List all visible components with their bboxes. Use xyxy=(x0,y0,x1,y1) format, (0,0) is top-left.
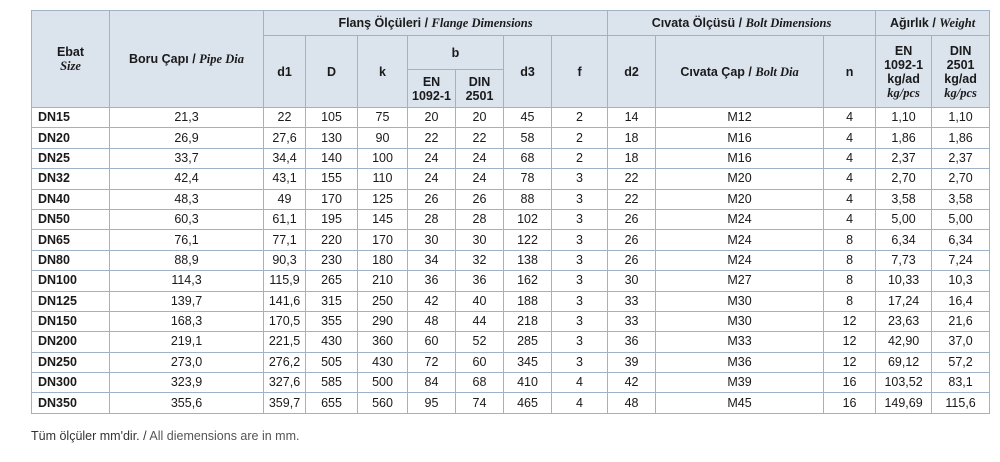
table-row xyxy=(32,209,990,229)
cell-pipe-dia: 42,4 xyxy=(110,169,264,189)
cell-d2: 36 xyxy=(608,332,656,352)
footnote xyxy=(31,429,299,443)
cell-b-en: 20 xyxy=(408,108,456,128)
cell-k: 500 xyxy=(358,373,408,393)
cell-b-en: 26 xyxy=(408,189,456,209)
cell-D: 195 xyxy=(306,209,358,229)
table-row xyxy=(32,108,990,128)
b-en-line1: EN xyxy=(422,74,441,89)
cell-b-din: 22 xyxy=(456,128,504,148)
cell-D: 265 xyxy=(306,271,358,291)
f-header: f xyxy=(552,36,608,108)
cell-bolt-dia: M16 xyxy=(656,148,824,168)
d1-header: d1 xyxy=(264,36,306,108)
bolt-dia-header xyxy=(656,36,824,108)
cell-k: 560 xyxy=(358,393,408,413)
cell-d2: 18 xyxy=(608,148,656,168)
cell-size: DN200 xyxy=(32,332,110,352)
cell-n: 8 xyxy=(824,230,876,250)
bolt-dia-header-tr: Cıvata Çap / xyxy=(680,64,752,79)
cell-pipe-dia: 76,1 xyxy=(110,230,264,250)
cell-weight-en: 2,70 xyxy=(876,169,932,189)
table-row xyxy=(32,393,990,413)
cell-bolt-dia: M39 xyxy=(656,373,824,393)
cell-b-din: 24 xyxy=(456,169,504,189)
cell-weight-en: 23,63 xyxy=(876,311,932,331)
bolt-header-tr: Cıvata Ölçüsü / xyxy=(651,16,743,30)
weight-din-header xyxy=(932,36,990,108)
cell-f: 3 xyxy=(552,230,608,250)
cell-d2: 26 xyxy=(608,230,656,250)
cell-b-din: 28 xyxy=(456,209,504,229)
cell-d3: 345 xyxy=(504,352,552,372)
cell-D: 105 xyxy=(306,108,358,128)
cell-d2: 39 xyxy=(608,352,656,372)
b-din-line1: DIN xyxy=(468,74,491,89)
cell-b-din: 30 xyxy=(456,230,504,250)
cell-n: 16 xyxy=(824,373,876,393)
cell-size: DN25 xyxy=(32,148,110,168)
cell-d2: 42 xyxy=(608,373,656,393)
table-row xyxy=(32,148,990,168)
cell-n: 4 xyxy=(824,209,876,229)
cell-D: 170 xyxy=(306,189,358,209)
cell-bolt-dia: M20 xyxy=(656,169,824,189)
cell-weight-din: 6,34 xyxy=(932,230,990,250)
cell-b-en: 84 xyxy=(408,373,456,393)
cell-D: 315 xyxy=(306,291,358,311)
table-row xyxy=(32,271,990,291)
n-header: n xyxy=(824,36,876,108)
weight-din-unit-en: kg/pcs xyxy=(944,85,977,100)
cell-d3: 465 xyxy=(504,393,552,413)
cell-b-en: 24 xyxy=(408,169,456,189)
cell-D: 220 xyxy=(306,230,358,250)
cell-d2: 30 xyxy=(608,271,656,291)
cell-b-en: 95 xyxy=(408,393,456,413)
flange-dimensions-header xyxy=(264,11,608,36)
cell-D: 655 xyxy=(306,393,358,413)
cell-weight-din: 57,2 xyxy=(932,352,990,372)
cell-size: DN125 xyxy=(32,291,110,311)
weight-en-header xyxy=(876,36,932,108)
cell-D: 430 xyxy=(306,332,358,352)
cell-weight-din: 3,58 xyxy=(932,189,990,209)
flange-header-tr: Flanş Ölçüleri / xyxy=(338,16,429,30)
cell-n: 12 xyxy=(824,332,876,352)
cell-bolt-dia: M24 xyxy=(656,250,824,270)
cell-d3: 78 xyxy=(504,169,552,189)
cell-weight-en: 17,24 xyxy=(876,291,932,311)
cell-f: 4 xyxy=(552,373,608,393)
cell-d3: 102 xyxy=(504,209,552,229)
cell-D: 130 xyxy=(306,128,358,148)
cell-size: DN15 xyxy=(32,108,110,128)
cell-weight-din: 2,70 xyxy=(932,169,990,189)
cell-size: DN300 xyxy=(32,373,110,393)
cell-d3: 68 xyxy=(504,148,552,168)
cell-k: 210 xyxy=(358,271,408,291)
cell-pipe-dia: 60,3 xyxy=(110,209,264,229)
cell-k: 100 xyxy=(358,148,408,168)
cell-weight-din: 10,3 xyxy=(932,271,990,291)
cell-d3: 410 xyxy=(504,373,552,393)
cell-weight-din: 21,6 xyxy=(932,311,990,331)
cell-bolt-dia: M45 xyxy=(656,393,824,413)
cell-pipe-dia: 21,3 xyxy=(110,108,264,128)
header-row-top xyxy=(32,11,990,36)
cell-pipe-dia: 323,9 xyxy=(110,373,264,393)
cell-d1: 276,2 xyxy=(264,352,306,372)
table-row xyxy=(32,373,990,393)
table-row xyxy=(32,250,990,270)
weight-en-line1: EN xyxy=(894,43,913,58)
cell-bolt-dia: M24 xyxy=(656,209,824,229)
cell-b-din: 60 xyxy=(456,352,504,372)
cell-size: DN65 xyxy=(32,230,110,250)
cell-d1: 359,7 xyxy=(264,393,306,413)
table-row xyxy=(32,169,990,189)
cell-k: 90 xyxy=(358,128,408,148)
bolt-header-en: Bolt Dimensions xyxy=(745,16,832,30)
cell-b-en: 24 xyxy=(408,148,456,168)
cell-pipe-dia: 88,9 xyxy=(110,250,264,270)
cell-d1: 27,6 xyxy=(264,128,306,148)
cell-d1: 43,1 xyxy=(264,169,306,189)
cell-weight-en: 103,52 xyxy=(876,373,932,393)
weight-header-en: Weight xyxy=(939,16,976,30)
weight-header xyxy=(876,11,990,36)
cell-n: 4 xyxy=(824,148,876,168)
cell-weight-din: 7,24 xyxy=(932,250,990,270)
cell-b-din: 52 xyxy=(456,332,504,352)
cell-d1: 327,6 xyxy=(264,373,306,393)
d2-header: d2 xyxy=(608,36,656,108)
table-row xyxy=(32,189,990,209)
cell-d1: 221,5 xyxy=(264,332,306,352)
cell-size: DN50 xyxy=(32,209,110,229)
cell-b-din: 68 xyxy=(456,373,504,393)
cell-f: 3 xyxy=(552,209,608,229)
cell-d3: 45 xyxy=(504,108,552,128)
cell-weight-en: 1,86 xyxy=(876,128,932,148)
cell-weight-en: 3,58 xyxy=(876,189,932,209)
cell-bolt-dia: M12 xyxy=(656,108,824,128)
cell-d2: 33 xyxy=(608,291,656,311)
cell-d1: 61,1 xyxy=(264,209,306,229)
cell-d3: 58 xyxy=(504,128,552,148)
cell-weight-en: 6,34 xyxy=(876,230,932,250)
cell-d2: 18 xyxy=(608,128,656,148)
cell-size: DN40 xyxy=(32,189,110,209)
cell-b-en: 36 xyxy=(408,271,456,291)
cell-k: 290 xyxy=(358,311,408,331)
cell-d3: 188 xyxy=(504,291,552,311)
table-body xyxy=(32,108,990,414)
cell-n: 12 xyxy=(824,311,876,331)
cell-size: DN350 xyxy=(32,393,110,413)
cell-b-en: 72 xyxy=(408,352,456,372)
cell-f: 3 xyxy=(552,291,608,311)
flange-dimensions-table xyxy=(31,10,990,414)
cell-bolt-dia: M16 xyxy=(656,128,824,148)
weight-din-line2: 2501 xyxy=(946,57,975,72)
table-row xyxy=(32,291,990,311)
cell-weight-en: 42,90 xyxy=(876,332,932,352)
cell-b-din: 26 xyxy=(456,189,504,209)
cell-bolt-dia: M30 xyxy=(656,291,824,311)
size-header xyxy=(32,11,110,108)
cell-pipe-dia: 168,3 xyxy=(110,311,264,331)
cell-d1: 141,6 xyxy=(264,291,306,311)
flange-header-en: Flange Dimensions xyxy=(431,16,533,30)
cell-f: 3 xyxy=(552,169,608,189)
cell-d3: 285 xyxy=(504,332,552,352)
footnote-en: All diemensions are in mm. xyxy=(149,429,300,443)
cell-d2: 14 xyxy=(608,108,656,128)
footnote-tr: Tüm ölçüler mm'dir. / xyxy=(31,429,147,443)
cell-b-din: 44 xyxy=(456,311,504,331)
cell-n: 4 xyxy=(824,189,876,209)
cell-bolt-dia: M30 xyxy=(656,311,824,331)
cell-f: 3 xyxy=(552,311,608,331)
cell-pipe-dia: 139,7 xyxy=(110,291,264,311)
cell-n: 4 xyxy=(824,128,876,148)
cell-d1: 49 xyxy=(264,189,306,209)
b-en-line2: 1092-1 xyxy=(412,88,451,103)
cell-weight-en: 10,33 xyxy=(876,271,932,291)
cell-weight-en: 2,37 xyxy=(876,148,932,168)
cell-weight-din: 2,37 xyxy=(932,148,990,168)
cell-b-en: 60 xyxy=(408,332,456,352)
table-row xyxy=(32,230,990,250)
cell-D: 505 xyxy=(306,352,358,372)
cell-k: 170 xyxy=(358,230,408,250)
cell-d1: 22 xyxy=(264,108,306,128)
cell-pipe-dia: 355,6 xyxy=(110,393,264,413)
cell-weight-din: 1,86 xyxy=(932,128,990,148)
cell-weight-din: 83,1 xyxy=(932,373,990,393)
cell-d1: 170,5 xyxy=(264,311,306,331)
b-din-header xyxy=(456,70,504,108)
cell-b-en: 34 xyxy=(408,250,456,270)
cell-f: 2 xyxy=(552,108,608,128)
cell-bolt-dia: M20 xyxy=(656,189,824,209)
weight-en-unit-en: kg/pcs xyxy=(887,85,920,100)
cell-bolt-dia: M24 xyxy=(656,230,824,250)
table-row xyxy=(32,311,990,331)
table-row xyxy=(32,128,990,148)
cell-weight-en: 69,12 xyxy=(876,352,932,372)
pipe-dia-header-tr: Boru Çapı / xyxy=(129,52,196,66)
cell-k: 430 xyxy=(358,352,408,372)
cell-d2: 22 xyxy=(608,169,656,189)
cell-b-en: 28 xyxy=(408,209,456,229)
cell-b-en: 30 xyxy=(408,230,456,250)
cell-d3: 88 xyxy=(504,189,552,209)
weight-en-line2: 1092-1 xyxy=(884,57,924,72)
cell-k: 360 xyxy=(358,332,408,352)
cell-bolt-dia: M27 xyxy=(656,271,824,291)
cell-d2: 33 xyxy=(608,311,656,331)
cell-d2: 22 xyxy=(608,189,656,209)
cell-weight-en: 7,73 xyxy=(876,250,932,270)
cell-size: DN80 xyxy=(32,250,110,270)
cell-d3: 218 xyxy=(504,311,552,331)
cell-pipe-dia: 26,9 xyxy=(110,128,264,148)
cell-size: DN100 xyxy=(32,271,110,291)
cell-k: 145 xyxy=(358,209,408,229)
cell-pipe-dia: 273,0 xyxy=(110,352,264,372)
cell-f: 3 xyxy=(552,250,608,270)
cell-bolt-dia: M33 xyxy=(656,332,824,352)
cell-k: 125 xyxy=(358,189,408,209)
cell-k: 250 xyxy=(358,291,408,311)
cell-k: 110 xyxy=(358,169,408,189)
cell-f: 2 xyxy=(552,128,608,148)
cell-d3: 138 xyxy=(504,250,552,270)
weight-en-unit-tr: kg/ad xyxy=(887,71,920,86)
cell-n: 4 xyxy=(824,108,876,128)
cell-d1: 90,3 xyxy=(264,250,306,270)
k-header: k xyxy=(358,36,408,108)
cell-weight-en: 5,00 xyxy=(876,209,932,229)
D-header: D xyxy=(306,36,358,108)
cell-D: 155 xyxy=(306,169,358,189)
pipe-dia-header-en: Pipe Dia xyxy=(199,52,244,66)
cell-d3: 122 xyxy=(504,230,552,250)
weight-din-unit-tr: kg/ad xyxy=(944,71,977,86)
cell-d1: 115,9 xyxy=(264,271,306,291)
size-header-tr: Ebat xyxy=(56,45,85,59)
cell-d3: 162 xyxy=(504,271,552,291)
cell-b-en: 42 xyxy=(408,291,456,311)
cell-d1: 34,4 xyxy=(264,148,306,168)
cell-n: 16 xyxy=(824,393,876,413)
cell-pipe-dia: 33,7 xyxy=(110,148,264,168)
cell-n: 8 xyxy=(824,291,876,311)
cell-weight-en: 1,10 xyxy=(876,108,932,128)
cell-weight-din: 115,6 xyxy=(932,393,990,413)
b-en-header xyxy=(408,70,456,108)
size-header-en: Size xyxy=(60,59,81,73)
cell-b-din: 74 xyxy=(456,393,504,413)
weight-header-tr: Ağırlık / xyxy=(889,16,936,30)
cell-pipe-dia: 114,3 xyxy=(110,271,264,291)
cell-size: DN150 xyxy=(32,311,110,331)
cell-D: 230 xyxy=(306,250,358,270)
cell-d2: 26 xyxy=(608,250,656,270)
cell-n: 8 xyxy=(824,271,876,291)
cell-n: 8 xyxy=(824,250,876,270)
b-din-line2: 2501 xyxy=(465,88,494,103)
cell-weight-din: 5,00 xyxy=(932,209,990,229)
cell-b-din: 20 xyxy=(456,108,504,128)
cell-f: 4 xyxy=(552,393,608,413)
cell-pipe-dia: 219,1 xyxy=(110,332,264,352)
cell-D: 355 xyxy=(306,311,358,331)
cell-d1: 77,1 xyxy=(264,230,306,250)
cell-f: 2 xyxy=(552,148,608,168)
cell-D: 585 xyxy=(306,373,358,393)
cell-f: 3 xyxy=(552,352,608,372)
cell-d2: 26 xyxy=(608,209,656,229)
cell-b-din: 24 xyxy=(456,148,504,168)
cell-f: 3 xyxy=(552,271,608,291)
weight-din-line1: DIN xyxy=(949,43,972,58)
bolt-dia-header-en: Bolt Dia xyxy=(755,64,799,79)
cell-bolt-dia: M36 xyxy=(656,352,824,372)
cell-d2: 48 xyxy=(608,393,656,413)
cell-f: 3 xyxy=(552,189,608,209)
cell-n: 4 xyxy=(824,169,876,189)
d3-header: d3 xyxy=(504,36,552,108)
cell-k: 75 xyxy=(358,108,408,128)
cell-weight-en: 149,69 xyxy=(876,393,932,413)
cell-size: DN20 xyxy=(32,128,110,148)
cell-weight-din: 37,0 xyxy=(932,332,990,352)
cell-b-din: 32 xyxy=(456,250,504,270)
table-row xyxy=(32,332,990,352)
b-header: b xyxy=(408,36,504,70)
cell-size: DN250 xyxy=(32,352,110,372)
cell-D: 140 xyxy=(306,148,358,168)
table-row xyxy=(32,352,990,372)
cell-f: 3 xyxy=(552,332,608,352)
cell-n: 12 xyxy=(824,352,876,372)
bolt-dimensions-header xyxy=(608,11,876,36)
pipe-dia-header xyxy=(110,11,264,108)
cell-k: 180 xyxy=(358,250,408,270)
cell-weight-din: 1,10 xyxy=(932,108,990,128)
cell-pipe-dia: 48,3 xyxy=(110,189,264,209)
cell-b-din: 40 xyxy=(456,291,504,311)
cell-b-en: 48 xyxy=(408,311,456,331)
cell-weight-din: 16,4 xyxy=(932,291,990,311)
cell-b-en: 22 xyxy=(408,128,456,148)
cell-size: DN32 xyxy=(32,169,110,189)
cell-b-din: 36 xyxy=(456,271,504,291)
